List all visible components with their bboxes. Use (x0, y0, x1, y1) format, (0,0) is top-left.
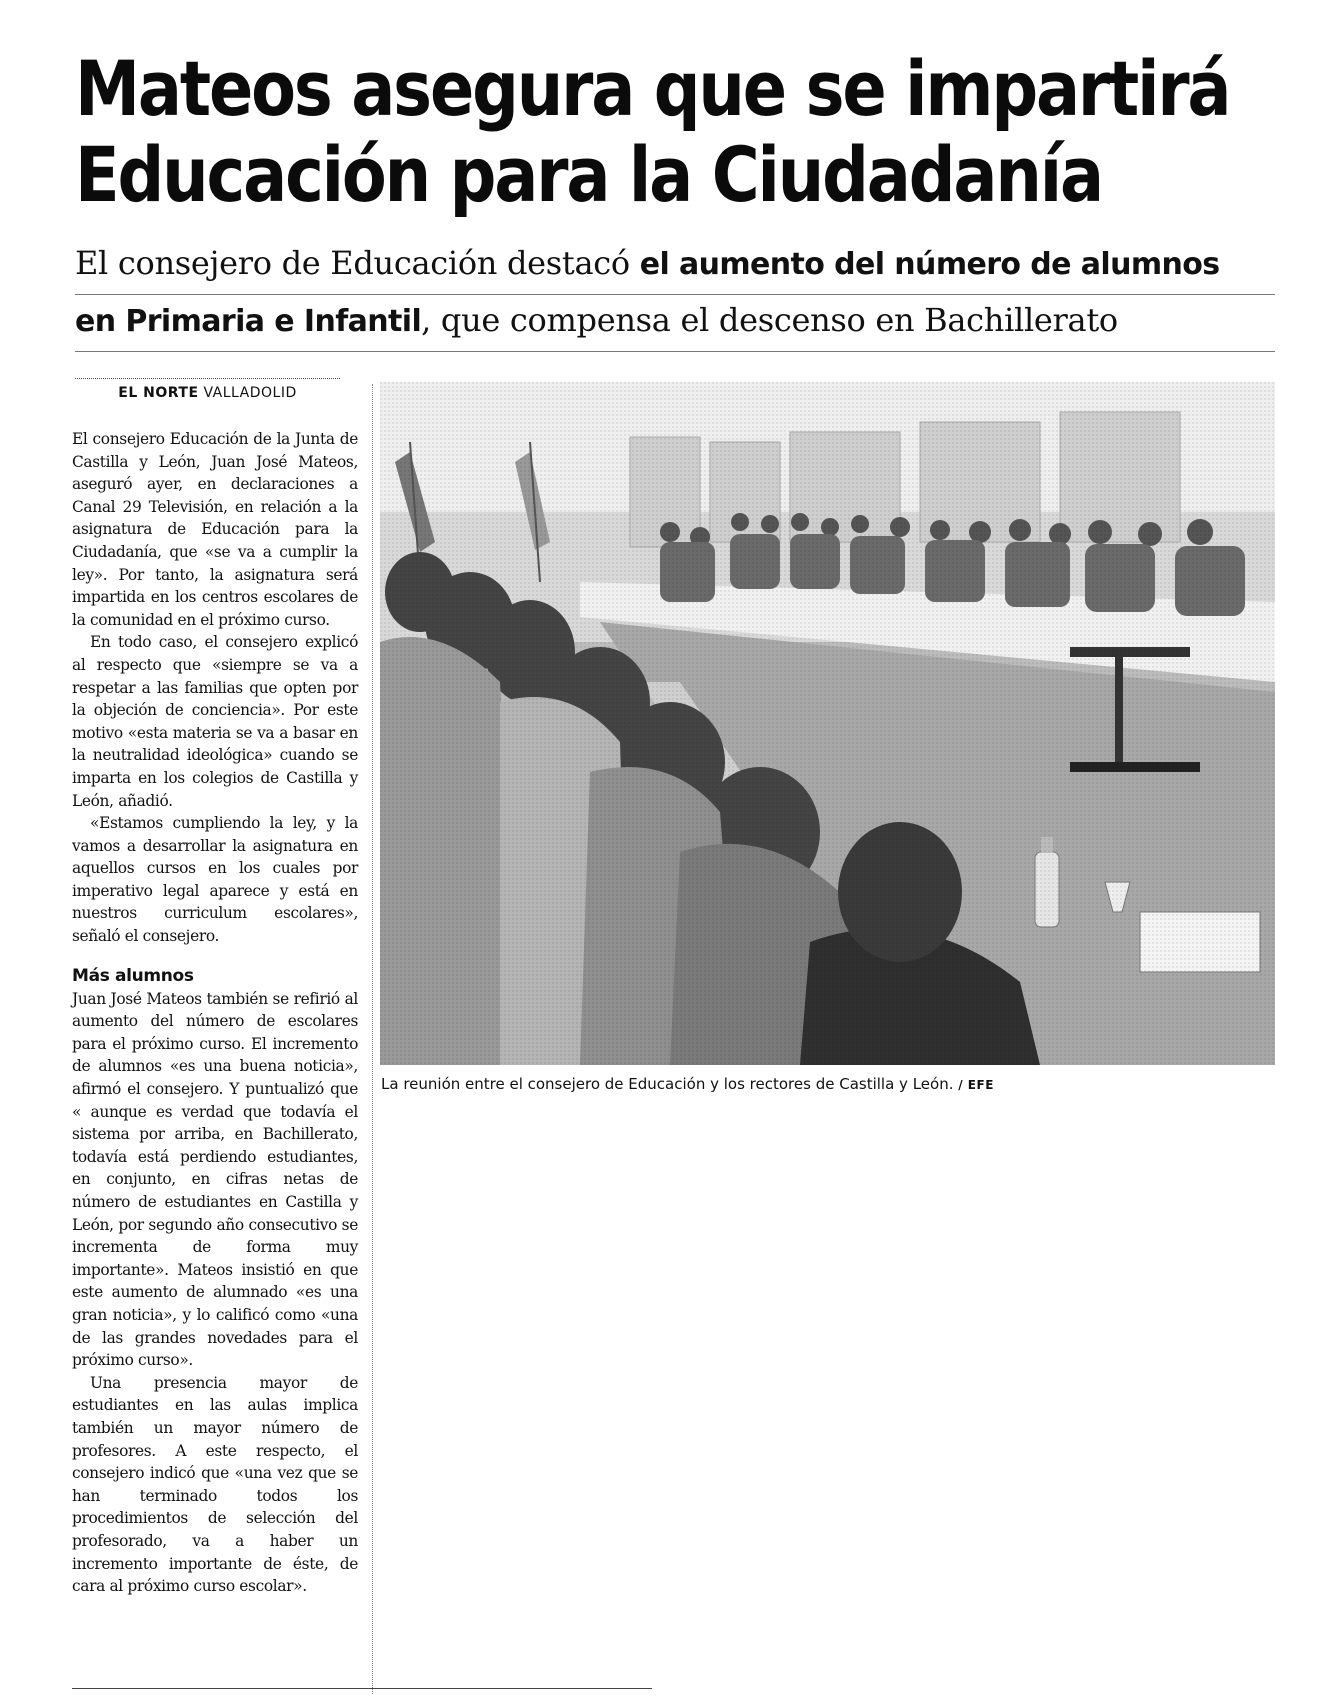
meeting-photo-illustration (380, 382, 1275, 1065)
deck-text-2: , que compensa el descenso en Bachillerato (421, 301, 1118, 339)
article-body (72, 428, 358, 1598)
article-paragraph-4: Juan José Mateos también se refirió al aumento del número de escolares para el próximo curso. El incremento de alumnos «es una buena noticia», afirmó el consejero. Y puntualizó que « aunque es verdad que todavía el sistema por arriba, en Bachillerato, todavía está perdiendo estudiantes, en conjunto, en cifras netas de número de estudiantes en Castilla y León, por segundo año consecutivo se incrementa de forma muy importante». Mateos insistió en que este aumento de alumnado «es una gran noticia», y lo calificó como «una de las grandes novedades para el próximo curso». (72, 989, 358, 1370)
deck-line-2 (75, 295, 1275, 352)
photo-caption (381, 1074, 1281, 1095)
article-paragraph-5: Una presencia mayor de estudiantes en las aulas implica también un mayor número de profesores. A este respecto, el consejero indicó que «una vez que se han terminado todos los procedimientos de selección del profesorado, va a haber un incremento importante de éste, de cara al próximo curso escolar». (72, 1373, 358, 1596)
article-subhead: Más alumnos (72, 965, 194, 986)
headline (75, 44, 1230, 219)
deck (75, 238, 1275, 352)
article-paragraph-1: El consejero Educación de la Junta de Castilla y León, Juan José Mateos, aseguró ayer, en declaraciones a Canal 29 Televisión, en relación a la asignatura de Educación para la Ciudadanía, que «se va a cumplir la ley». Por tanto, la asignatura será impartida en los centros escolares de la comunidad en el próximo curso. (72, 430, 358, 629)
photo-credit: / EFE (958, 1078, 994, 1092)
deck-line-1 (75, 238, 1275, 295)
byline (75, 378, 340, 401)
photo-caption-text: La reunión entre el consejero de Educación y los rectores de Castilla y León. (381, 1075, 954, 1093)
deck-bold-2: en Primaria e Infantil (75, 304, 422, 339)
article-paragraph-2: En todo caso, el consejero explicó al respecto que «siempre se va a respetar a las familias que opten por la objeción de conciencia». Por este motivo «esta materia se va a basar en la neutralidad ideológica» cuando se imparta en los colegios de Castilla y León, añadió. (72, 633, 358, 810)
bottom-rule (72, 1688, 652, 1689)
byline-source: EL NORTE (118, 385, 199, 401)
deck-text-1: El consejero de Educación destacó (75, 244, 640, 282)
meeting-photo (380, 382, 1275, 1065)
article-paragraph-3: «Estamos cumpliendo la ley, y la vamos a desarrollar la asignatura en aquellos cursos en los cuales por imperativo legal aparece y está en nuestros curriculum escolares», señaló el consejero. (72, 814, 358, 946)
headline-line-2: Educación para la Ciudadanía (75, 130, 1102, 219)
deck-bold-1: el aumento del número de alumnos (639, 247, 1220, 282)
headline-line-1: Mateos asegura que se impartirá (75, 44, 1230, 133)
byline-city: VALLADOLID (203, 385, 297, 401)
column-divider (372, 384, 373, 1694)
